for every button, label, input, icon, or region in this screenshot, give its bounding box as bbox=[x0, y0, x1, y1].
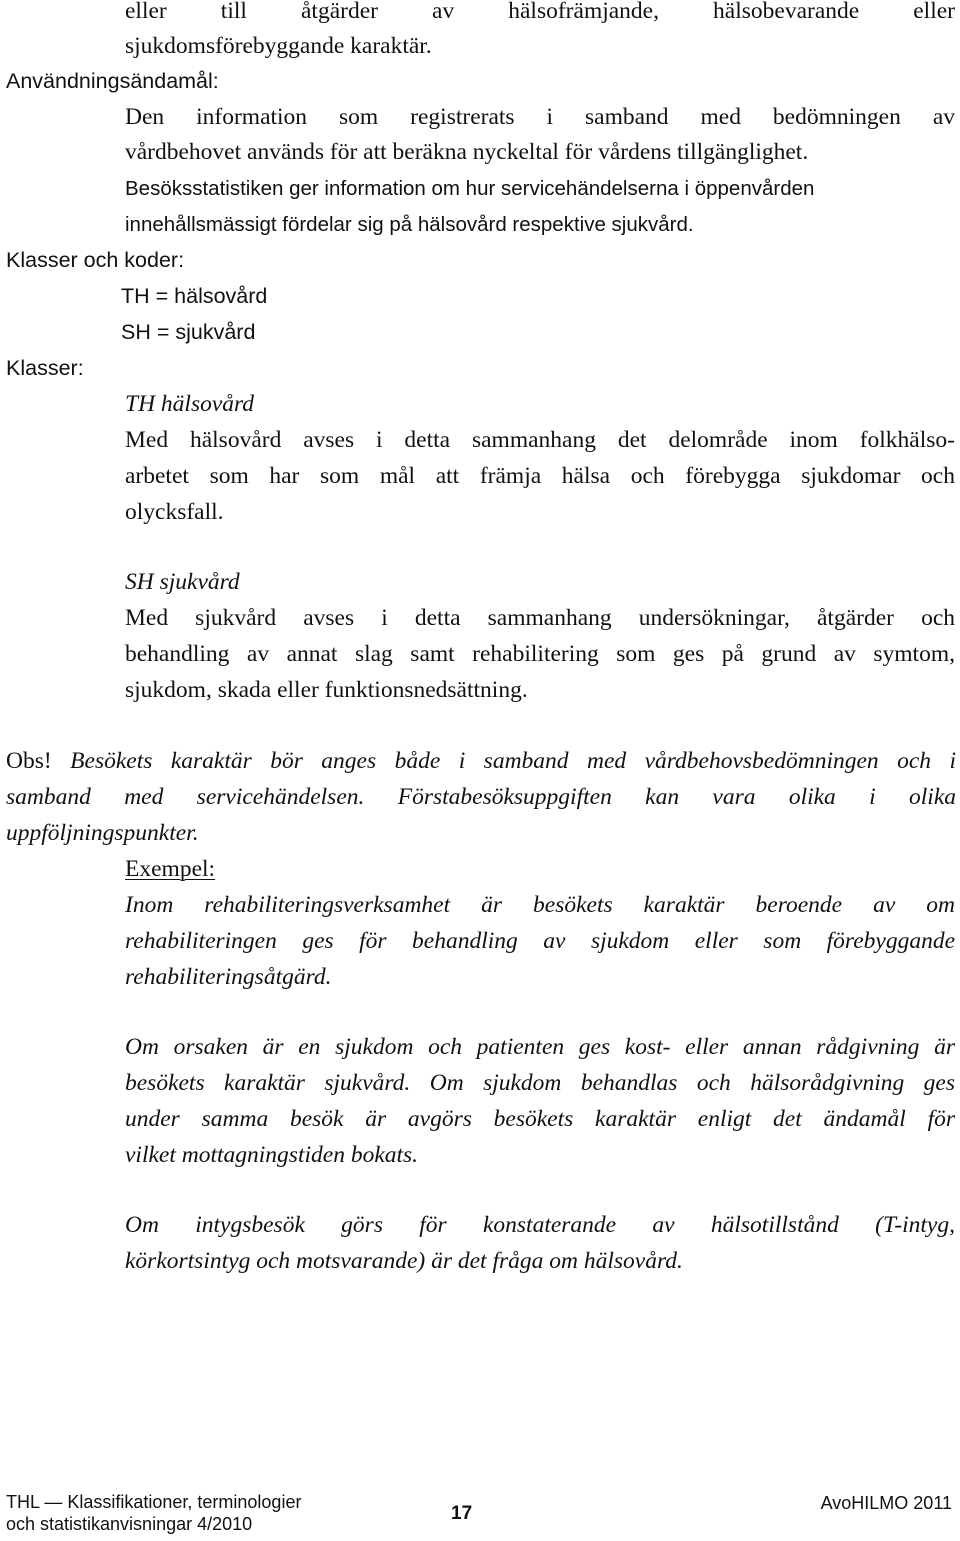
footer-publisher bbox=[6, 1491, 301, 1535]
body-line: vårdbehovet används för att beräkna nyckeltal för vårdens tillgänglighet. bbox=[125, 139, 809, 165]
obs-label: Obs! bbox=[6, 748, 52, 774]
section-heading-klasser: Klasser: bbox=[6, 356, 84, 380]
obs-text: Besökets karaktär bör anges både i samband med vårdbehovsbedömningen och i bbox=[70, 748, 957, 774]
example-line: Inom rehabiliteringsverksamhet är besökets karaktär beroende av om bbox=[125, 892, 955, 918]
body-line: behandling av annat slag samt rehabilitering som ges på grund av symtom, bbox=[125, 641, 955, 667]
page-number: 17 bbox=[451, 1503, 473, 1524]
footer-publisher-line-2: och statistikanvisningar 4/2010 bbox=[6, 1514, 253, 1534]
example-line: rehabiliteringsåtgärd. bbox=[125, 964, 332, 990]
example-line: vilket mottagningstiden bokats. bbox=[125, 1142, 419, 1168]
footer-publisher-line-1: THL — Klassifikationer, terminologier bbox=[6, 1492, 302, 1512]
body-line: uppföljningspunkter. bbox=[6, 820, 199, 846]
example-line: besökets karaktär sjukvård. Om sjukdom behandlas och hälsorådgivning ges bbox=[125, 1070, 955, 1096]
body-line: innehållsmässigt fördelar sig på hälsovård respektive sjukvård. bbox=[125, 213, 694, 236]
body-line: olycksfall. bbox=[125, 499, 224, 525]
body-line: eller till åtgärder av hälsofrämjande, hälsobevarande eller bbox=[125, 0, 955, 24]
section-heading-klasser-koder: Klasser och koder: bbox=[6, 248, 185, 272]
body-line: samband med servicehändelsen. Förstabesöksuppgiften kan vara olika i olika bbox=[6, 784, 956, 810]
body-line: Den information som registrerats i samband med bedömningen av bbox=[125, 104, 955, 130]
body-line: Besöksstatistiken ger information om hur servicehändelserna i öppenvården bbox=[125, 177, 815, 200]
body-line: Med sjukvård avses i detta sammanhang undersökningar, åtgärder och bbox=[125, 605, 955, 631]
example-line: rehabiliteringen ges för behandling av sjukdom eller som förebyggande bbox=[125, 928, 955, 954]
code-th: TH = hälsovård bbox=[121, 284, 268, 308]
example-line: Om intygsbesök görs för konstaterande av hälsotillstånd (T-intyg, bbox=[125, 1212, 955, 1238]
code-sh: SH = sjukvård bbox=[121, 320, 256, 344]
body-line: Med hälsovård avses i detta sammanhang det delområde inom folkhälso- bbox=[125, 427, 955, 453]
footer-document-title: AvoHILMO 2011 bbox=[820, 1493, 952, 1513]
section-heading-anvandning: Användningsändamål: bbox=[6, 69, 219, 93]
example-line: körkortsintyg och motsvarande) är det fråga om hälsovård. bbox=[125, 1248, 683, 1274]
class-title-th: TH hälsovård bbox=[125, 391, 255, 417]
body-line: sjukdom, skada eller funktionsnedsättning. bbox=[125, 677, 528, 703]
obs-line-1 bbox=[6, 744, 956, 780]
example-line: Om orsaken är en sjukdom och patienten ges kost- eller annan rådgivning är bbox=[125, 1034, 955, 1060]
body-line: arbetet som har som mål att främja hälsa och förebygga sjukdomar och bbox=[125, 463, 955, 489]
class-title-sh: SH sjukvård bbox=[125, 569, 240, 595]
body-line: sjukdomsförebyggande karaktär. bbox=[125, 33, 432, 59]
exempel-heading: Exempel: bbox=[125, 856, 216, 882]
example-line: under samma besök är avgörs besökets karaktär enligt det ändamål för bbox=[125, 1106, 955, 1132]
